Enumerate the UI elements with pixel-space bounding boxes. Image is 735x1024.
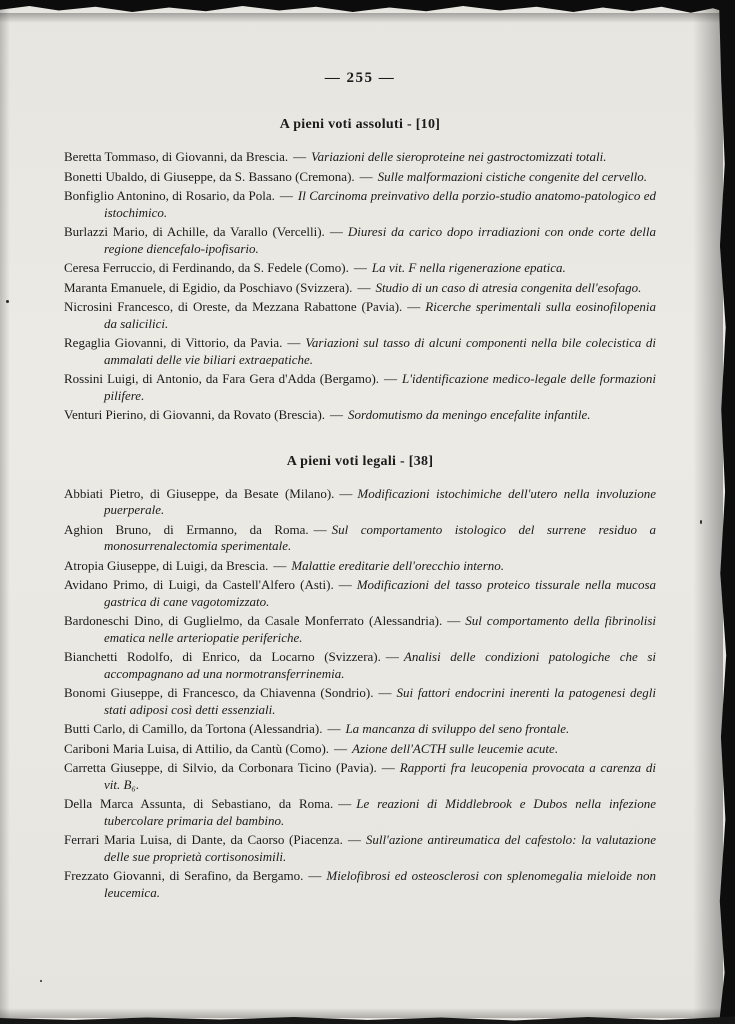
- list-item: [64, 721, 656, 738]
- dash-separator: —: [447, 613, 461, 628]
- entry-name: Frezzato Giovanni, di Serafino, da Bergamo.: [64, 868, 304, 883]
- dash-separator: —: [338, 577, 352, 592]
- entry-title: Mielofibrosi ed osteosclerosi con splenomegalia mieloide non leucemica.: [104, 868, 656, 900]
- list-item: [64, 335, 656, 368]
- entry-name: Aghion Bruno, di Ermanno, da Roma.: [64, 521, 309, 537]
- entry-name: Carretta Giuseppe, di Silvio, da Corbonara Ticino (Pavia).: [64, 760, 377, 775]
- entry-title: Diuresi da carico dopo irradiazioni con onde corte della regione diencefalo-ipofisario.: [104, 224, 656, 256]
- section-heading: A pieni voti legali - [38]: [286, 453, 434, 469]
- dash-separator: —: [407, 299, 421, 314]
- entry-name: Bardoneschi Dino, di Guglielmo, da Casale Monferrato (Alessandria).: [64, 613, 443, 628]
- dash-separator: —: [293, 149, 307, 164]
- page-number: — 255 —: [324, 70, 396, 86]
- entry-name: Bonfiglio Antonino, di Rosario, da Pola.: [64, 188, 275, 203]
- entry-title: Sulle malformazioni cistiche congenite del cervello.: [377, 168, 647, 184]
- entry-title: Sull'azione antireumatica del cafestolo: la valutazione delle sue proprietà cortisonosimili.: [104, 832, 656, 864]
- list-item: [64, 188, 656, 221]
- dash-separator: —: [287, 335, 301, 350]
- entry-title: Sul comportamento istologico del surrene residuo a monosurrenalectomia sperimentale.: [104, 521, 656, 553]
- list-item: [64, 280, 656, 297]
- dash-separator: —: [330, 407, 344, 422]
- dash-separator: —: [329, 224, 343, 239]
- entry-title: La vit. F nella rigenerazione epatica.: [371, 260, 566, 275]
- entry-title: Analisi delle condizioni patologiche che si accompagnano ad una normotransferrinemia.: [104, 649, 656, 681]
- list-item: [64, 169, 656, 186]
- dash-separator: —: [353, 260, 367, 275]
- list-item: [64, 685, 656, 718]
- scan-edge-left-shade: [0, 0, 10, 1024]
- dash-separator: —: [279, 188, 293, 203]
- entry-name: Butti Carlo, di Camillo, da Tortona (Alessandria).: [64, 721, 323, 736]
- list-item: [64, 522, 656, 555]
- entry-title: Sui fattori endocrini inerenti la patogenesi degli stati adiposi così detti essenziali.: [104, 685, 657, 717]
- entry-name: Bonomi Giuseppe, di Francesco, da Chiavenna (Sondrio).: [64, 685, 374, 700]
- dash-separator: —: [273, 557, 287, 573]
- dash-separator: —: [381, 760, 395, 775]
- entry-name: Burlazzi Mario, di Achille, da Varallo (Vercelli).: [64, 224, 325, 239]
- scan-edge-top-shade: [0, 13, 735, 23]
- entry-name: Bianchetti Rodolfo, di Enrico, da Locarno (Svizzera).: [64, 649, 381, 664]
- list-item: [64, 371, 656, 404]
- entry-name: Nicrosini Francesco, di Oreste, da Mezzana Rabattone (Pavia).: [64, 299, 403, 314]
- entry-title: Sordomutismo da meningo encefalite infantile.: [348, 407, 591, 422]
- entry-name: Venturi Pierino, di Giovanni, da Rovato (Brescia).: [64, 407, 326, 422]
- entry-name: Atropia Giuseppe, di Luigi, da Brescia.: [64, 557, 269, 573]
- list-item: [64, 796, 656, 829]
- entry-name: Cariboni Maria Luisa, di Attilio, da Cantù (Como).: [64, 740, 330, 756]
- scan-edge-bottom-shade: [0, 1008, 735, 1018]
- list-item: [64, 149, 656, 166]
- entry-name: Ferrari Maria Luisa, di Dante, da Caorso (Piacenza.: [64, 832, 343, 847]
- dash-separator: —: [385, 649, 399, 664]
- list-item: [64, 260, 656, 277]
- dash-separator: —: [313, 521, 327, 537]
- dash-separator: —: [359, 168, 373, 184]
- entry-name: Della Marca Assunta, di Sebastiano, da Roma.: [64, 796, 334, 811]
- entry-title: Il Carcinoma preinvativo della porzio-studio anatomo-patologico ed istochimico.: [104, 188, 656, 220]
- list-item: [64, 868, 656, 901]
- entry-title: Variazioni delle sieroproteine nei gastroctomizzati totali.: [311, 149, 607, 164]
- entry-name: Avidano Primo, di Luigi, da Castell'Alfero (Asti).: [64, 577, 334, 592]
- entry-title: Malattie ereditarie dell'orecchio interno.: [291, 557, 504, 573]
- entry-title: Modificazioni istochimiche dell'utero nella involuzione puerperale.: [104, 485, 656, 517]
- entry-title: L'identificazione medico-legale delle formazioni pilifere.: [104, 371, 656, 403]
- entry-title: Azione dell'ACTH sulle leucemie acute.: [352, 740, 559, 756]
- entry-name: Maranta Emanuele, di Egidio, da Poschiavo (Svizzera).: [64, 279, 353, 295]
- entry-name: Rossini Luigi, di Antonio, da Fara Gera d'Adda (Bergamo).: [64, 371, 380, 386]
- list-item: [64, 741, 656, 758]
- dash-separator: —: [384, 371, 398, 386]
- entry-title: Studio di un caso di atresia congenita dell'esofago.: [375, 279, 642, 295]
- list-item: [64, 832, 656, 865]
- entry-name: Beretta Tommaso, di Giovanni, da Brescia.: [64, 149, 289, 164]
- list-item: [64, 299, 656, 332]
- entry-name: Abbiati Pietro, di Giuseppe, da Besate (Milano).: [64, 485, 335, 501]
- list-item: [64, 407, 656, 424]
- entry-title: Variazioni sul tasso di alcuni componenti nella bile colecistica di ammalati delle vie biliari extraepatiche.: [104, 335, 656, 367]
- list-item: [64, 613, 656, 646]
- dash-separator: —: [339, 485, 353, 501]
- entry-title: Le reazioni di Middlebrook e Dubos nella infezione tubercolare primaria del bambino.: [104, 796, 656, 828]
- entry-name: Regaglia Giovanni, di Vittorio, da Pavia.: [64, 335, 283, 350]
- entry-title: Sul comportamento della fibrinolisi ematica nelle arteriopatie periferiche.: [104, 613, 656, 645]
- entry-title: La mancanza di sviluppo del seno frontale.: [345, 721, 570, 736]
- list-item: [64, 558, 656, 575]
- list-item: [64, 760, 656, 793]
- list-item: [64, 649, 656, 682]
- dash-separator: —: [327, 721, 341, 736]
- dash-separator: —: [378, 685, 392, 700]
- entry-title: Ricerche sperimentali sulla eosinofilopenia da salicilici.: [104, 299, 656, 331]
- scan-edge-right-shade: [693, 0, 723, 1024]
- entry-name: Ceresa Ferruccio, di Ferdinando, da S. Fedele (Como).: [64, 260, 349, 275]
- entry-title: Modificazioni del tasso proteico tissurale nella mucosa gastrica di cane vagotomizzato.: [104, 577, 656, 609]
- dash-separator: —: [338, 796, 352, 811]
- list-item: [64, 577, 656, 610]
- dash-separator: —: [334, 740, 348, 756]
- list-item: [64, 486, 656, 519]
- list-item: [64, 224, 656, 257]
- entry-title: Rapporti fra leucopenia provocata a carenza di vit. B₆.: [104, 760, 657, 792]
- section-heading: A pieni voti assoluti - [10]: [279, 117, 441, 132]
- dash-separator: —: [347, 832, 361, 847]
- page-content: [64, 70, 656, 904]
- entry-name: Bonetti Ubaldo, di Giuseppe, da S. Bassano (Cremona).: [64, 168, 355, 184]
- scan-speck: [40, 980, 42, 982]
- dash-separator: —: [308, 868, 322, 883]
- dash-separator: —: [357, 279, 371, 295]
